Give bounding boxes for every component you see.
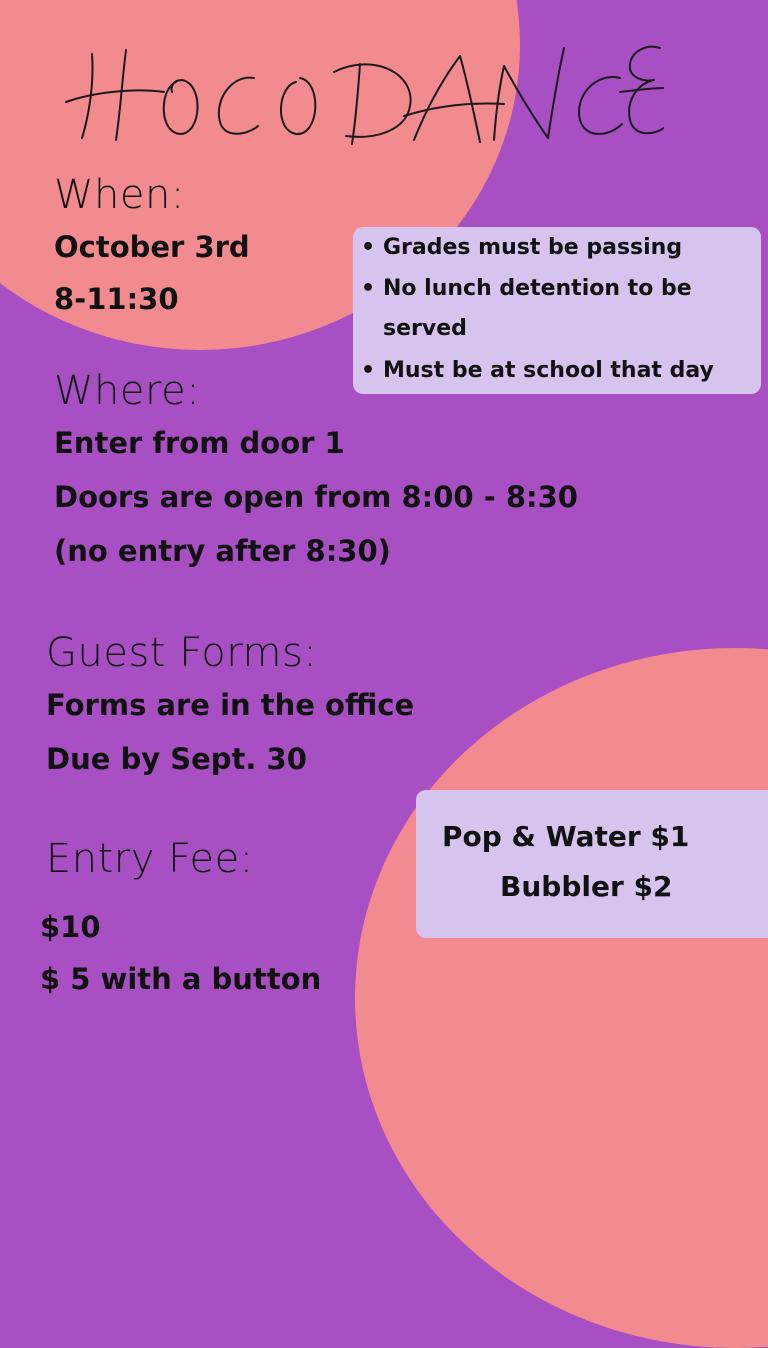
requirement-item-continued — [383, 318, 467, 340]
when-date: October 3rd — [54, 230, 250, 264]
bullet-icon: • — [361, 235, 376, 260]
when-time: 8-11:30 — [54, 282, 179, 316]
concessions-box — [416, 790, 768, 938]
where-doors-open: Doors are open from 8:00 - 8:30 — [54, 480, 578, 514]
requirement-item — [361, 235, 683, 260]
decorative-bottom-blob — [355, 648, 768, 1348]
entry-fee-button-price: $ 5 with a button — [40, 962, 322, 996]
where-no-entry: (no entry after 8:30) — [54, 534, 391, 568]
concession-bubbler: Bubbler $2 — [500, 870, 673, 903]
requirement-text: served — [383, 316, 467, 341]
bullet-icon: • — [361, 276, 376, 301]
event-title-svg — [64, 22, 664, 152]
guest-forms-location: Forms are in the office — [46, 688, 415, 722]
where-heading: Where: — [54, 368, 201, 414]
when-heading: When: — [54, 172, 185, 218]
concession-pop-water: Pop & Water $1 — [442, 820, 690, 853]
entry-fee-price: $10 — [40, 910, 101, 944]
requirement-text: Grades must be passing — [383, 235, 683, 260]
requirement-text: No lunch detention to be — [383, 276, 692, 301]
requirement-text: Must be at school that day — [383, 358, 714, 383]
guest-forms-heading: Guest Forms: — [46, 630, 318, 676]
requirements-box — [353, 227, 761, 394]
event-title-script — [64, 22, 664, 152]
where-entrance: Enter from door 1 — [54, 426, 345, 460]
requirement-item — [361, 358, 714, 383]
bullet-icon: • — [361, 358, 376, 383]
entry-fee-heading: Entry Fee: — [46, 836, 254, 882]
guest-forms-due: Due by Sept. 30 — [46, 742, 307, 776]
requirement-item — [361, 276, 692, 301]
